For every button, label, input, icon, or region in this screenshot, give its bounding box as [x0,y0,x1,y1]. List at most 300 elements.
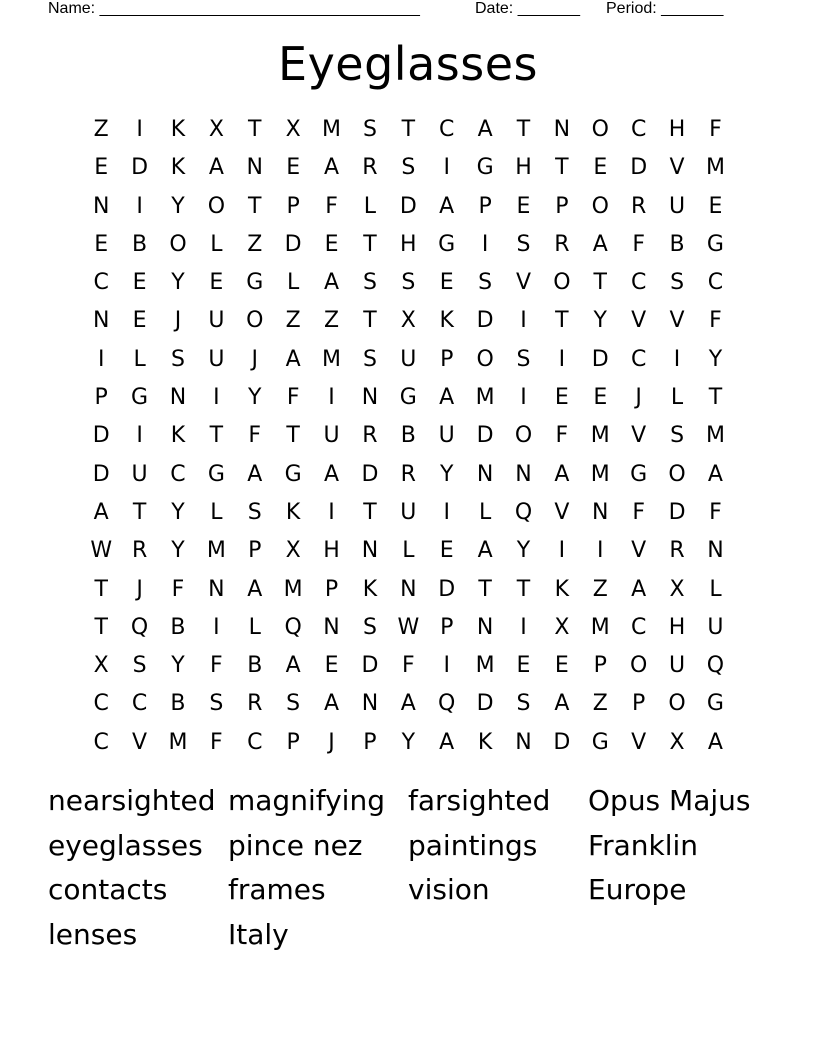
grid-letter: X [669,576,685,602]
grid-letter: T [555,155,569,181]
grid-letter: O [169,231,187,257]
grid-letter: N [553,117,571,142]
grid-letter: N [707,538,724,564]
grid-letter: S [516,691,531,717]
grid-letter: S [478,270,493,296]
grid-letter: U [669,653,686,679]
grid-letter: C [630,614,647,640]
grid-letter: U [323,423,340,449]
grid-letter: R [400,461,416,487]
grid-letter: Q [514,499,533,525]
grid-letter: T [132,499,147,525]
grid-letter: W [90,538,113,564]
grid-letter: U [707,614,724,640]
grid-letter: A [477,117,493,142]
grid-letter: A [247,576,263,602]
grid-letter: G [131,385,149,411]
word-list-item: Europe [588,873,687,907]
grid-letter: F [555,423,569,449]
grid-letter: U [669,193,686,219]
grid-letter: D [399,193,417,219]
grid-letter: I [443,653,450,679]
grid-letter: S [286,691,301,717]
grid-letter: E [286,155,301,181]
grid-letter: Z [285,308,301,334]
grid-letter: F [709,308,722,334]
grid-letter: M [322,117,342,142]
grid-letter: R [554,231,570,257]
grid-letter: M [705,423,725,449]
grid-letter: U [208,346,225,372]
grid-letter: T [209,423,224,449]
grid-letter: E [439,270,454,296]
grid-letter: F [325,193,338,219]
grid-letter: R [247,691,263,717]
grid-letter: M [590,614,610,640]
grid-letter: A [324,270,340,296]
grid-letter: A [439,193,455,219]
grid-letter: H [515,155,532,181]
grid-letter: L [210,231,223,257]
grid-letter: V [631,308,647,334]
grid-letter: A [707,461,723,487]
grid-letter: G [399,385,417,411]
grid-letter: E [593,155,608,181]
grid-letter: E [708,193,723,219]
grid-letter: S [362,270,377,296]
word-list-item: contacts [48,873,168,907]
grid-letter: E [593,385,608,411]
grid-letter: X [669,729,685,755]
grid-letter: T [363,308,377,334]
grid-letter: C [707,270,724,296]
grid-letter: G [706,691,724,717]
grid-letter: F [210,729,223,755]
grid-letter: I [558,346,566,372]
grid-letter: I [136,117,143,142]
grid-letter: R [131,538,148,564]
grid-letter: V [631,538,647,564]
word-list-item: Opus Majus [588,784,751,817]
grid-letter: S [247,499,262,525]
grid-letter: S [401,270,416,296]
grid-letter: D [476,423,494,449]
grid-letter: C [247,729,263,755]
grid-letter: K [285,499,301,525]
word-list-item: paintings [408,828,538,862]
grid-letter: E [439,538,454,564]
grid-letter: S [670,423,685,449]
grid-letter: K [170,155,186,181]
grid-letter: A [554,461,570,487]
grid-letter: F [248,423,262,449]
grid-letter: T [248,117,262,142]
grid-letter: I [673,346,681,372]
grid-letter: G [246,270,264,296]
grid-letter: I [558,538,566,564]
grid-letter: I [520,614,527,640]
grid-letter: L [287,270,300,296]
grid-letter: I [443,155,450,181]
grid-letter: L [402,538,415,564]
grid-letter: S [401,155,416,181]
grid-letter: Y [439,461,454,487]
grid-letter: L [210,499,223,525]
grid-letter: I [481,231,489,257]
grid-letter: E [209,270,224,296]
grid-letter: I [136,193,143,219]
grid-letter: D [284,231,302,257]
grid-letter: M [590,461,610,487]
grid-letter: P [363,729,377,755]
grid-letter: V [669,155,685,181]
grid-letter: D [131,155,149,181]
word-list [48,780,768,959]
grid-letter: M [475,653,495,679]
grid-letter: R [362,423,378,449]
grid-letter: T [555,308,569,334]
grid-letter: F [210,653,223,679]
grid-letter: Y [171,538,185,564]
grid-letter: X [554,614,570,640]
word-list-item: pince nez [228,828,363,862]
grid-letter: T [708,385,723,411]
grid-letter: W [397,614,420,640]
letter-grid [82,111,735,762]
grid-letter: Q [706,653,725,679]
grid-letter: K [554,576,570,602]
grid-letter: B [170,691,186,717]
grid-letter: G [284,461,302,487]
grid-letter: V [669,308,685,334]
grid-letter: N [515,461,532,487]
grid-letter: Y [171,653,185,679]
grid-letter: D [361,653,379,679]
grid-letter: F [171,576,185,602]
grid-letter: X [400,308,416,334]
word-list-item: Italy [228,918,289,952]
grid-letter: G [476,155,494,181]
grid-letter: N [592,499,609,525]
grid-letter: B [170,614,186,640]
grid-letter: Y [171,193,185,219]
grid-letter: A [707,729,723,755]
grid-letter: D [361,461,379,487]
grid-letter: B [400,423,416,449]
grid-letter: N [476,614,494,640]
grid-letter: B [669,231,685,257]
grid-letter: E [324,231,339,257]
grid-letter: C [630,346,647,372]
word-list-item: lenses [48,918,138,952]
grid-letter: S [209,691,224,717]
grid-letter: G [207,461,225,487]
grid-letter: U [400,499,417,525]
name-field-label: Name: ____________________________________ [48,0,420,17]
grid-letter: S [670,270,685,296]
grid-letter: O [207,193,226,219]
grid-letter: T [286,423,300,449]
grid-letter: P [248,538,262,564]
grid-letter: I [328,385,335,411]
grid-letter: P [555,193,569,219]
grid-letter: A [631,576,647,602]
grid-letter: Q [284,614,302,640]
grid-letter: V [132,729,148,755]
grid-letter: K [170,117,186,142]
grid-letter: S [362,614,377,640]
grid-letter: N [208,576,225,602]
grid-letter: A [285,653,301,679]
grid-letter: N [515,729,532,755]
grid-letter: S [170,346,185,372]
grid-letter: V [554,499,570,525]
grid-letter: A [93,499,109,525]
grid-letter: H [400,231,417,257]
grid-letter: D [476,691,494,717]
word-list-item: magnifying [228,784,385,817]
grid-letter: F [632,499,645,525]
grid-letter: D [92,461,110,487]
grid-letter: L [478,499,492,525]
grid-letter: I [597,538,604,564]
grid-letter: A [592,231,608,257]
grid-letter: Z [592,691,608,717]
grid-letter: T [363,499,377,525]
grid-letter: O [630,653,648,679]
grid-letter: M [168,729,188,755]
grid-letter: X [285,117,301,142]
period-field-label: Period: _______ [606,0,724,17]
grid-letter: L [248,614,261,640]
grid-letter: S [132,653,147,679]
grid-letter: T [248,193,262,219]
grid-letter: M [322,346,342,372]
grid-letter: L [709,576,722,602]
grid-letter: A [439,729,455,755]
grid-letter: A [477,538,493,564]
grid-letter: C [630,117,647,142]
grid-letter: O [591,193,609,219]
grid-letter: A [439,385,455,411]
grid-letter: N [92,308,110,334]
grid-letter: N [400,576,417,602]
grid-letter: I [97,346,105,372]
grid-letter: L [670,385,684,411]
grid-letter: F [709,117,722,142]
grid-letter: D [668,499,686,525]
grid-letter: N [361,691,379,717]
header-fields [48,0,768,20]
grid-letter: T [94,614,108,640]
grid-letter: I [520,308,527,334]
grid-letter: B [132,231,148,257]
grid-letter: U [438,423,455,449]
grid-letter: Q [438,691,456,717]
page-title: Eyeglasses [278,37,538,91]
grid-letter: E [554,653,569,679]
grid-letter: C [170,461,186,487]
grid-letter: C [93,729,109,755]
grid-letter: A [285,346,301,372]
grid-letter: Y [593,308,607,334]
grid-letter: Y [171,499,185,525]
grid-letter: J [174,308,182,334]
grid-letter: I [213,614,220,640]
grid-letter: O [668,691,686,717]
grid-letter: M [590,423,610,449]
grid-letter: T [363,231,377,257]
grid-letter: O [476,346,494,372]
grid-letter: E [94,155,109,181]
word-list-item: eyeglasses [48,828,203,862]
grid-letter: Z [592,576,608,602]
grid-letter: R [631,193,647,219]
grid-letter: P [440,346,454,372]
grid-letter: S [362,346,377,372]
grid-letter: X [285,538,301,564]
grid-letter: E [516,653,531,679]
grid-letter: Y [516,538,531,564]
grid-letter: B [247,653,263,679]
grid-letter: E [132,270,147,296]
grid-letter: A [247,461,263,487]
grid-letter: N [361,538,379,564]
grid-letter: P [324,576,339,602]
grid-letter: F [709,499,722,525]
grid-letter: M [705,155,725,181]
grid-letter: T [94,576,108,602]
grid-letter: N [361,385,379,411]
grid-letter: A [554,691,570,717]
grid-letter: P [440,614,454,640]
grid-letter: J [251,346,258,372]
grid-letter: C [439,117,455,142]
grid-letter: P [286,193,300,219]
grid-letter: L [133,346,146,372]
grid-letter: F [401,653,415,679]
grid-letter: S [362,117,377,142]
grid-letter: G [630,461,648,487]
grid-letter: D [591,346,609,372]
grid-letter: F [286,385,300,411]
grid-letter: D [630,155,648,181]
grid-letter: N [476,461,494,487]
grid-letter: Y [708,346,723,372]
grid-letter: G [591,729,609,755]
grid-letter: H [668,117,686,142]
grid-letter: H [668,614,686,640]
grid-letter: C [93,691,109,717]
grid-letter: R [362,155,378,181]
grid-letter: N [92,193,110,219]
grid-letter: V [631,729,647,755]
grid-letter: K [362,576,378,602]
grid-letter: T [593,270,607,296]
grid-letter: Q [130,614,149,640]
grid-letter: U [131,461,148,487]
grid-letter: K [439,308,454,334]
grid-letter: O [591,117,609,142]
grid-letter: V [631,423,647,449]
grid-letter: E [324,653,339,679]
grid-letter: T [401,117,416,142]
grid-letter: P [286,729,300,755]
grid-letter: P [593,653,607,679]
grid-letter: U [400,346,417,372]
grid-letter: T [516,117,531,142]
grid-letter: P [632,691,646,717]
grid-letter: Y [401,729,416,755]
grid-letter: D [553,729,571,755]
grid-letter: D [438,576,456,602]
grid-letter: M [283,576,303,602]
grid-letter: V [515,270,532,296]
grid-letter: F [632,231,645,257]
grid-letter: K [477,729,493,755]
grid-letter: A [324,691,340,717]
grid-letter: N [246,155,263,181]
grid-letter: O [668,461,686,487]
grid-letter: T [478,576,492,602]
grid-letter: A [400,691,416,717]
grid-letter: J [328,729,335,755]
grid-letter: C [93,270,109,296]
grid-letter: O [514,423,533,449]
grid-letter: N [169,385,187,411]
date-field-label: Date: _______ [475,0,580,17]
grid-letter: J [635,385,642,411]
grid-letter: Z [93,117,109,142]
grid-letter: M [206,538,226,564]
word-list-item: farsighted [408,784,551,817]
grid-letter: H [323,538,340,564]
grid-letter: P [94,385,108,411]
word-list-item: Franklin [588,828,699,862]
grid-letter: T [516,576,531,602]
grid-letter: G [706,231,724,257]
grid-letter: A [324,461,340,487]
grid-letter: L [363,193,377,219]
grid-letter: K [170,423,186,449]
grid-letter: O [553,270,571,296]
grid-letter: I [443,499,450,525]
grid-letter: I [520,385,527,411]
grid-letter: O [246,308,264,334]
grid-letter: E [516,193,531,219]
grid-letter: E [554,385,569,411]
grid-letter: X [208,117,224,142]
grid-letter: E [94,231,109,257]
grid-letter: M [475,385,495,411]
grid-letter: U [208,308,225,334]
word-list-item: vision [408,873,490,907]
grid-letter: Z [324,308,340,334]
grid-letter: J [136,576,143,602]
grid-letter: E [132,308,147,334]
grid-letter: X [93,653,109,679]
grid-letter: P [478,193,492,219]
grid-letter: I [136,423,143,449]
word-list-item: nearsighted [48,784,216,817]
grid-letter: Y [248,385,262,411]
grid-letter: S [516,231,531,257]
grid-letter: I [328,499,335,525]
word-list-item: frames [228,873,326,907]
grid-letter: A [208,155,224,181]
grid-letter: S [516,346,531,372]
grid-letter: D [476,308,494,334]
